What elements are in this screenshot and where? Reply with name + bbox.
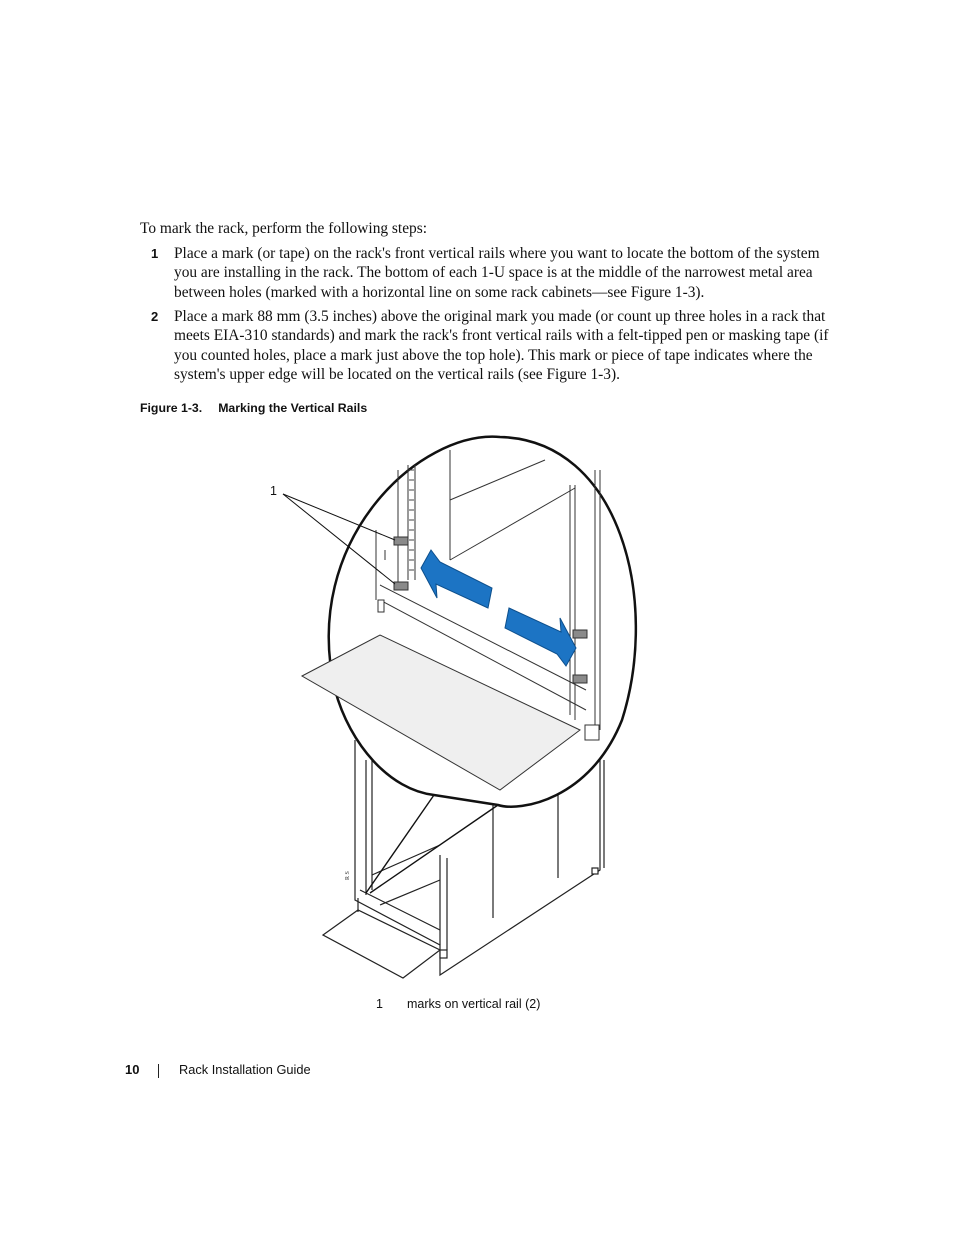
step-text: Place a mark 88 mm (3.5 inches) above the original mark you made (or count up three holes in a rack that meets EIA-310 standards) and mark the rack's front vertical rails with a felt-tipped pen or masking tape (if you counted holes, place a mark just above the top hole). This mark or piece of tape indicates where the system's upper edge will be located on the vertical rails (see Figure 1-3). [174,308,829,384]
legend-number: 1 [376,997,383,1011]
figure-title: Marking the Vertical Rails [218,401,368,415]
page-number: 10 [125,1062,140,1077]
legend-text: marks on vertical rail (2) [407,997,541,1011]
svg-text:R S: R S [345,871,351,880]
intro-paragraph: To mark the rack, perform the following steps: [140,220,427,237]
figure-label: Figure 1-3. [140,401,203,415]
zoom-wedge [366,795,498,893]
step-text: Place a mark (or tape) on the rack's front vertical rails where you want to locate the bottom of the system you are installing in the rack. The bottom of each 1-U space is at the middle of the narrowest metal area between holes (marked with a horizontal line on some rack cabinets—see Figure 1-3). [174,245,820,301]
step-number: 2 [151,309,159,324]
footer-divider [158,1064,159,1078]
callout-label: 1 [270,484,277,498]
step-number: 1 [151,246,159,261]
footer-doc-title: Rack Installation Guide [179,1062,311,1077]
